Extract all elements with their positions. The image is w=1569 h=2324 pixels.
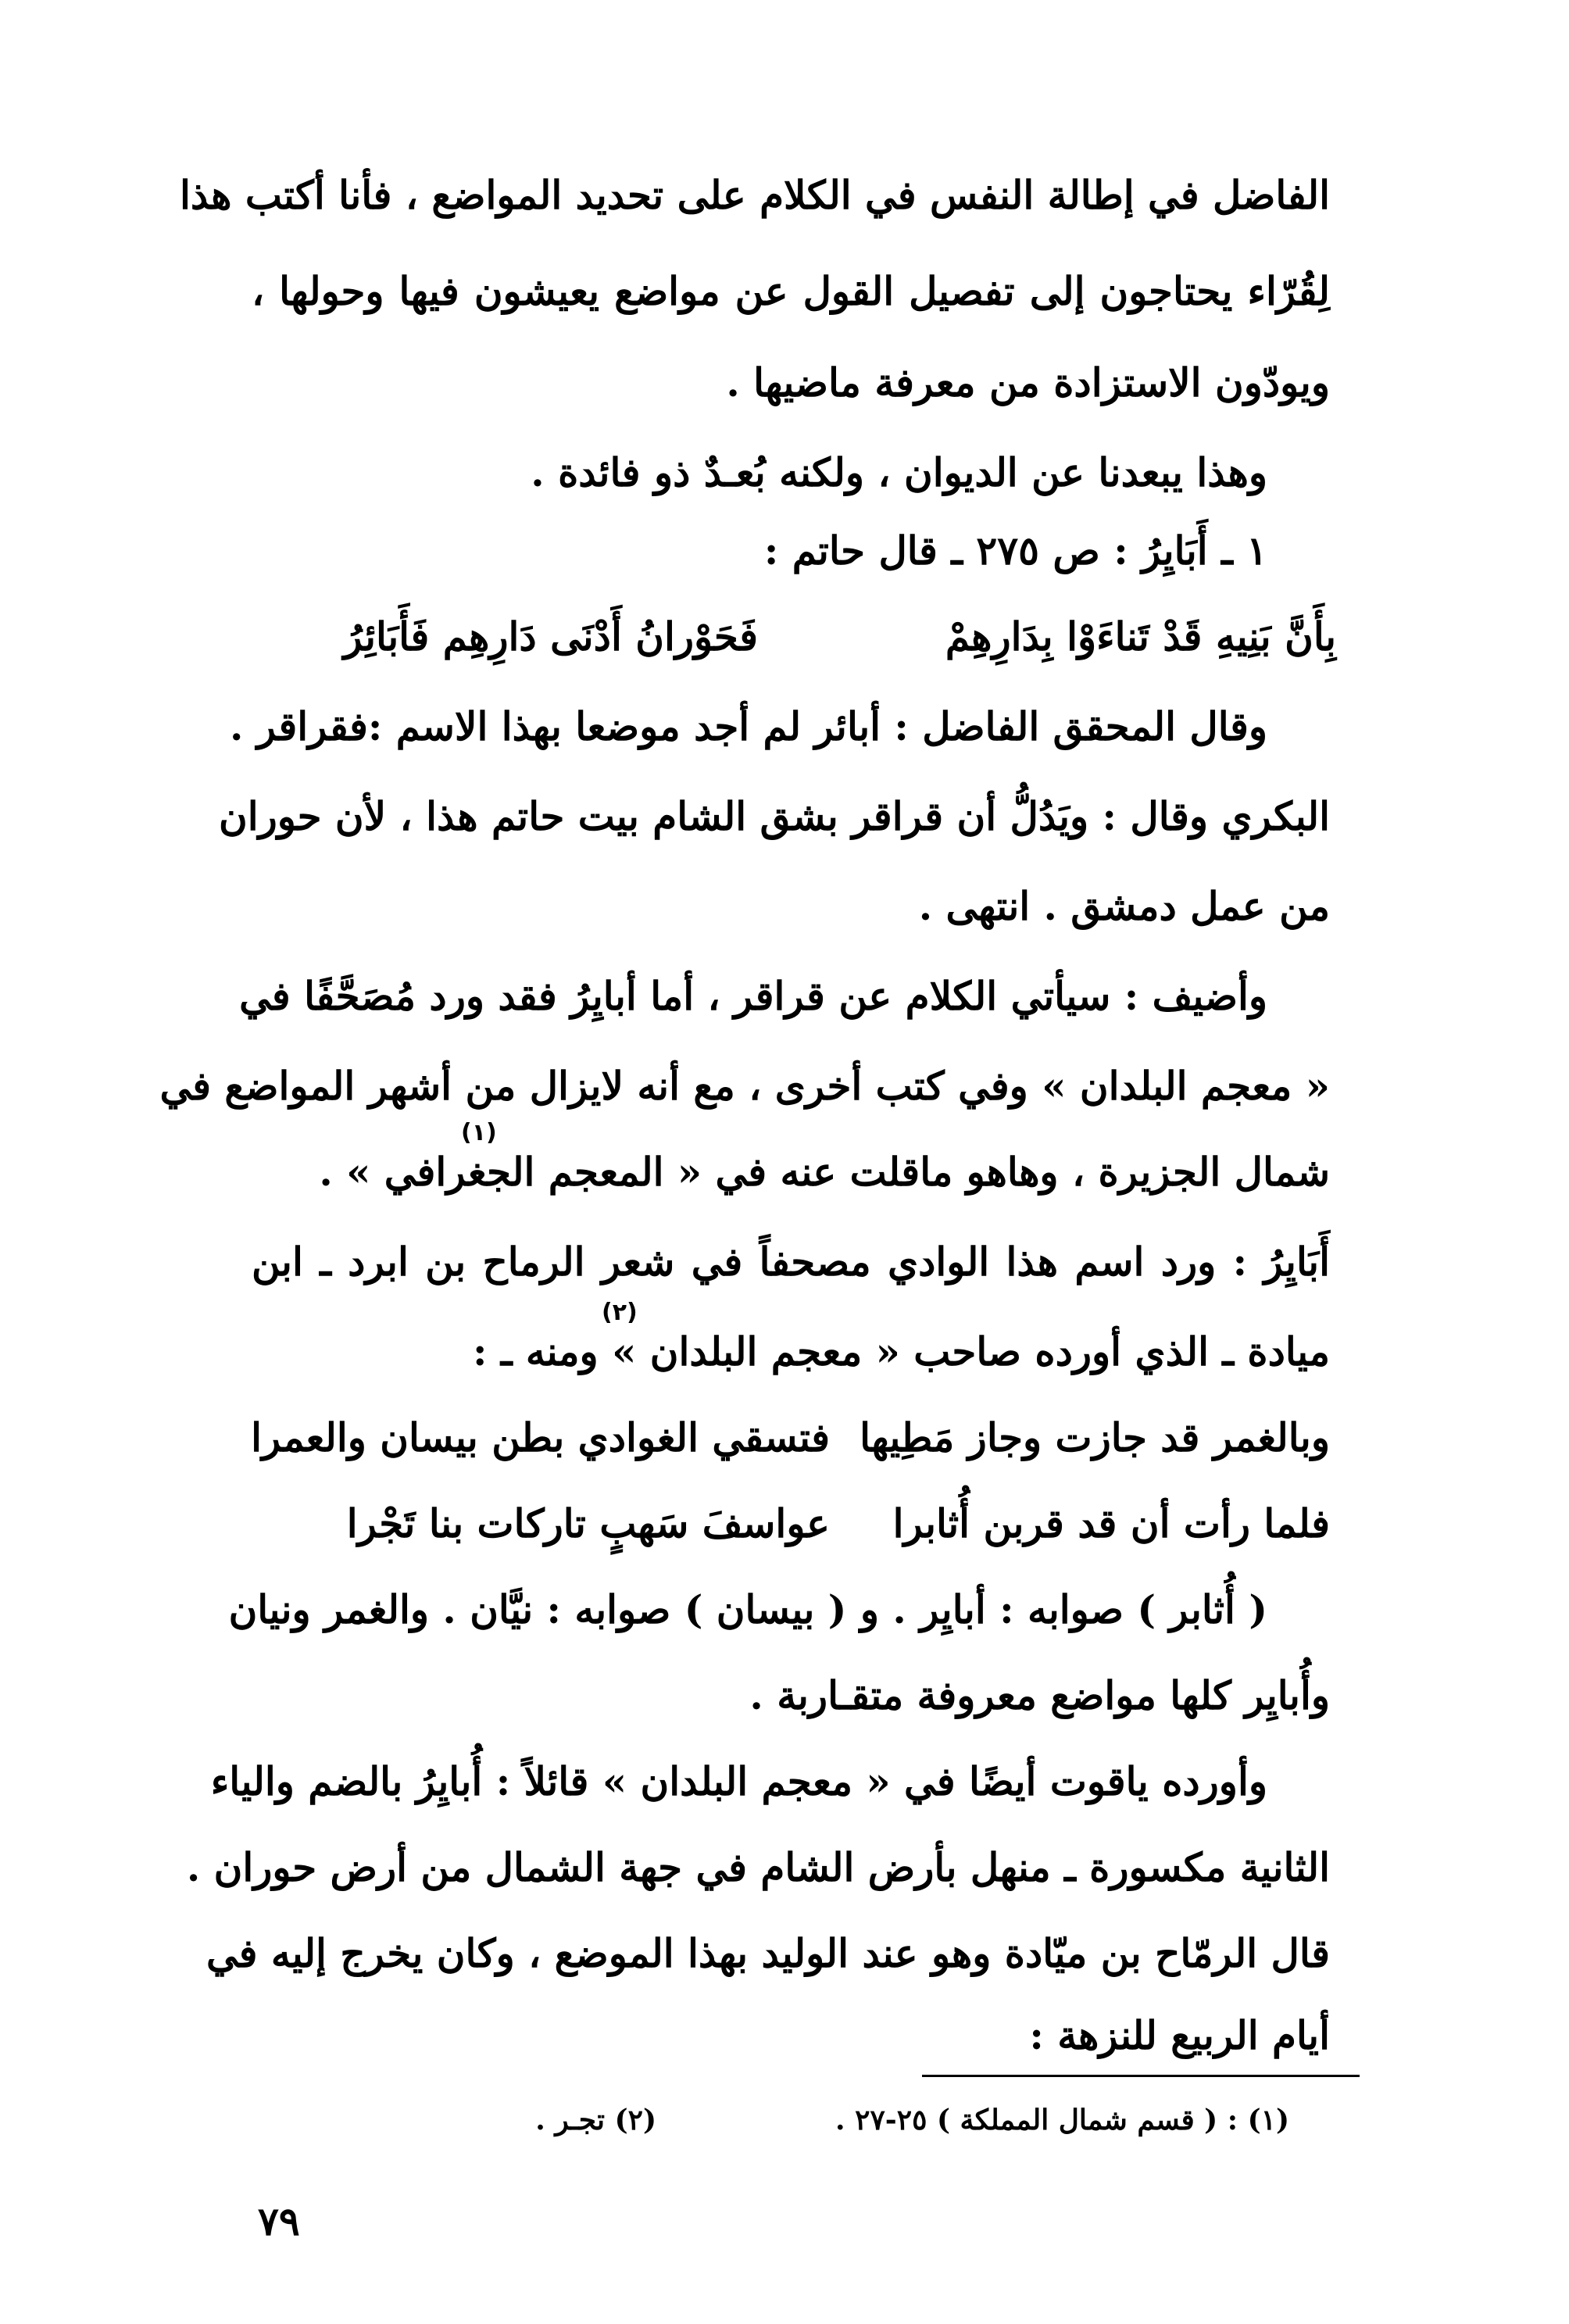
body-line-2: لِقُرّاء يحتاجون إلى تفصيل القول عن مواضع يعيشون فيها وحولها ، (252, 268, 1330, 314)
body-line-16: الثانية مكسورة ـ منهل بأرض الشام في جهة الشمال من أرض حوران . (186, 1844, 1330, 1890)
footnote-ref-1: (١) (461, 1119, 497, 1146)
body-line-14: وأُبايِر كلها مواضع معروفة متقـاربة . (749, 1672, 1330, 1718)
entry-heading: ١ ـ أَبَايِرُ : ص ٢٧٥ ـ قال حاتم : (763, 527, 1267, 574)
footnote-1: (١) : ( قسم شمال المملكة ) ٢٥-٢٧ . (835, 2104, 1289, 2136)
body-line-13: ( أُثابر ) صوابه : أبايِر . و ( بيسان ) صوابه : نيَّان . والغمر ونيان (228, 1586, 1267, 1632)
body-line-1: الفاضل في إطالة النفس في الكلام على تحديد المواضع ، فأنا أكتب هذا (179, 172, 1330, 218)
verse2-line2-left: عواسفَ سَهبٍ تاركات بنا تَجْرا (346, 1500, 830, 1546)
verse2-line2-right: فلما رأت أن قد قربن أُثابرا (892, 1500, 1330, 1546)
body-line-11: أَبَايِرُ : ورد اسم هذا الوادي مصحفاً في شعر الرماح بن ابرد ـ ابن (252, 1239, 1330, 1285)
body-line-6: البكري وقال : ويَدُلُّ أن قراقر بشق الشام بيت حاتم هذا ، لأن حوران (219, 793, 1330, 839)
footnote-2: (٢) تجـر . (535, 2104, 656, 2136)
body-line-15: وأورده ياقوت أيضًا في « معجم البلدان » قائلاً : أُبايِرُ بالضم والياء (210, 1758, 1267, 1804)
body-line-17: قال الرمّاح بن ميّادة وهو عند الوليد بهذا الموضع ، وكان يخرج إليه في (206, 1930, 1330, 1976)
page-number: ٧٩ (258, 2198, 300, 2244)
body-line-5: وقال المحقق الفاضل : أبائر لم أجد موضعا بهذا الاسم :فقراقر . (229, 703, 1267, 749)
footnote-ref-2: (٢) (602, 1299, 638, 1326)
body-line-3: ويودّون الاستزادة من معرفة ماضيها . (726, 359, 1330, 406)
body-line-10: شمال الجزيرة ، وهاهو ماقلت عنه في « المعجم الجغرافي » . (319, 1149, 1330, 1195)
body-line-4: وهذا يبعدنا عن الديوان ، ولكنه بُعـدٌ ذو فائدة . (531, 449, 1267, 495)
verse1-right-hemistich: بِأَنَّ بَنِيهِ قَدْ تَناءَوْا بِدَارِهِمْ (945, 613, 1336, 660)
verse2-line1-right: وبالغمر قد جازت وجاز مَطِيها (860, 1414, 1330, 1461)
body-line-8: وأضيف : سيأتي الكلام عن قراقر ، أما أبايِرُ فقد ورد مُصَحَّفًا في (239, 973, 1267, 1019)
verse1-left-hemistich: فَحَوْرانُ أَدْنَى دَارِهِم فَأَبَائِرُ (343, 613, 758, 660)
body-line-18: أيام الربيع للنزهة : (1029, 2012, 1330, 2058)
body-line-7: من عمل دمشق . انتهى . (918, 883, 1330, 929)
body-line-9: « معجم البلدان » وفي كتب أخرى ، مع أنه لايزال من أشهر المواضع في (159, 1063, 1330, 1109)
footnote-rule (922, 2075, 1360, 2077)
verse2-line1-left: فتسقي الغوادي بطن بيسان والعمرا (251, 1414, 830, 1461)
body-line-12: ميادة ـ الذي أورده صاحب « معجم البلدان » ومنه ـ : (472, 1328, 1330, 1375)
